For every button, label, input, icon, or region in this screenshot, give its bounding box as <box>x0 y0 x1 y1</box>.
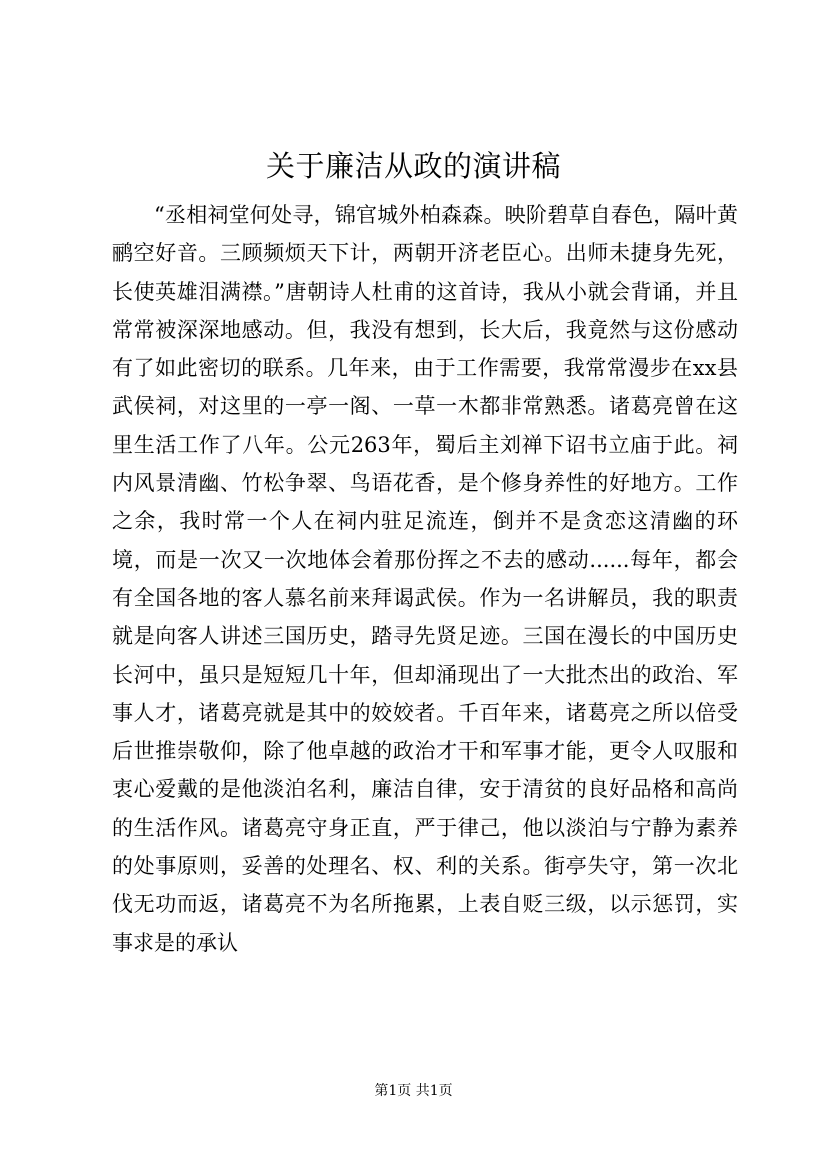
body-paragraph: “丞相祠堂何处寻，锦官城外柏森森。映阶碧草自春色，隔叶黄鹂空好音。三顾频烦天下计，两朝开济老臣心。出师未捷身先死，长使英雄泪满襟。”唐朝诗人杜甫的这首诗，我从小就会背诵，并且常常被深深地感动。但，我没有想到，长大后，我竟然与这份感动有了如此密切的联系。几年来，由于工作需要，我常常漫步在xx县武侯祠，对这里的一亭一阁、一草一木都非常熟悉。诸葛亮曾在这里生活工作了八年。公元263年，蜀后主刘禅下诏书立庙于此。祠内风景清幽、竹松争翠、鸟语花香，是个修身养性的好地方。工作之余，我时常一个人在祠内驻足流连，倒并不是贪恋这清幽的环境，而是一次又一次地体会着那份挥之不去的感动......每年，都会有全国各地的客人慕名前来拜谒武侯。作为一名讲解员，我的职责就是向客人讲述三国历史，踏寻先贤足迹。三国在漫长的中国历史长河中，虽只是短短几十年，但却涌现出了一大批杰出的政治、军事人才，诸葛亮就是其中的姣姣者。千百年来，诸葛亮之所以倍受后世推崇敬仰，除了他卓越的政治才干和军事才能，更令人叹服和衷心爱戴的是他淡泊名利，廉洁自律，安于清贫的良好品格和高尚的生活作风。诸葛亮守身正直，严于律己，他以淡泊与宁静为素养的处事原则，妥善的处理名、权、利的关系。街亭失守，第一次北伐无功而返，诸葛亮不为名所拖累，上表自贬三级，以示惩罚，实事求是的承认 <box>112 203 738 955</box>
page-number-footer: 第1页 共1页 <box>374 1083 453 1099</box>
document-title: 关于廉洁从政的演讲稿 <box>265 149 561 183</box>
